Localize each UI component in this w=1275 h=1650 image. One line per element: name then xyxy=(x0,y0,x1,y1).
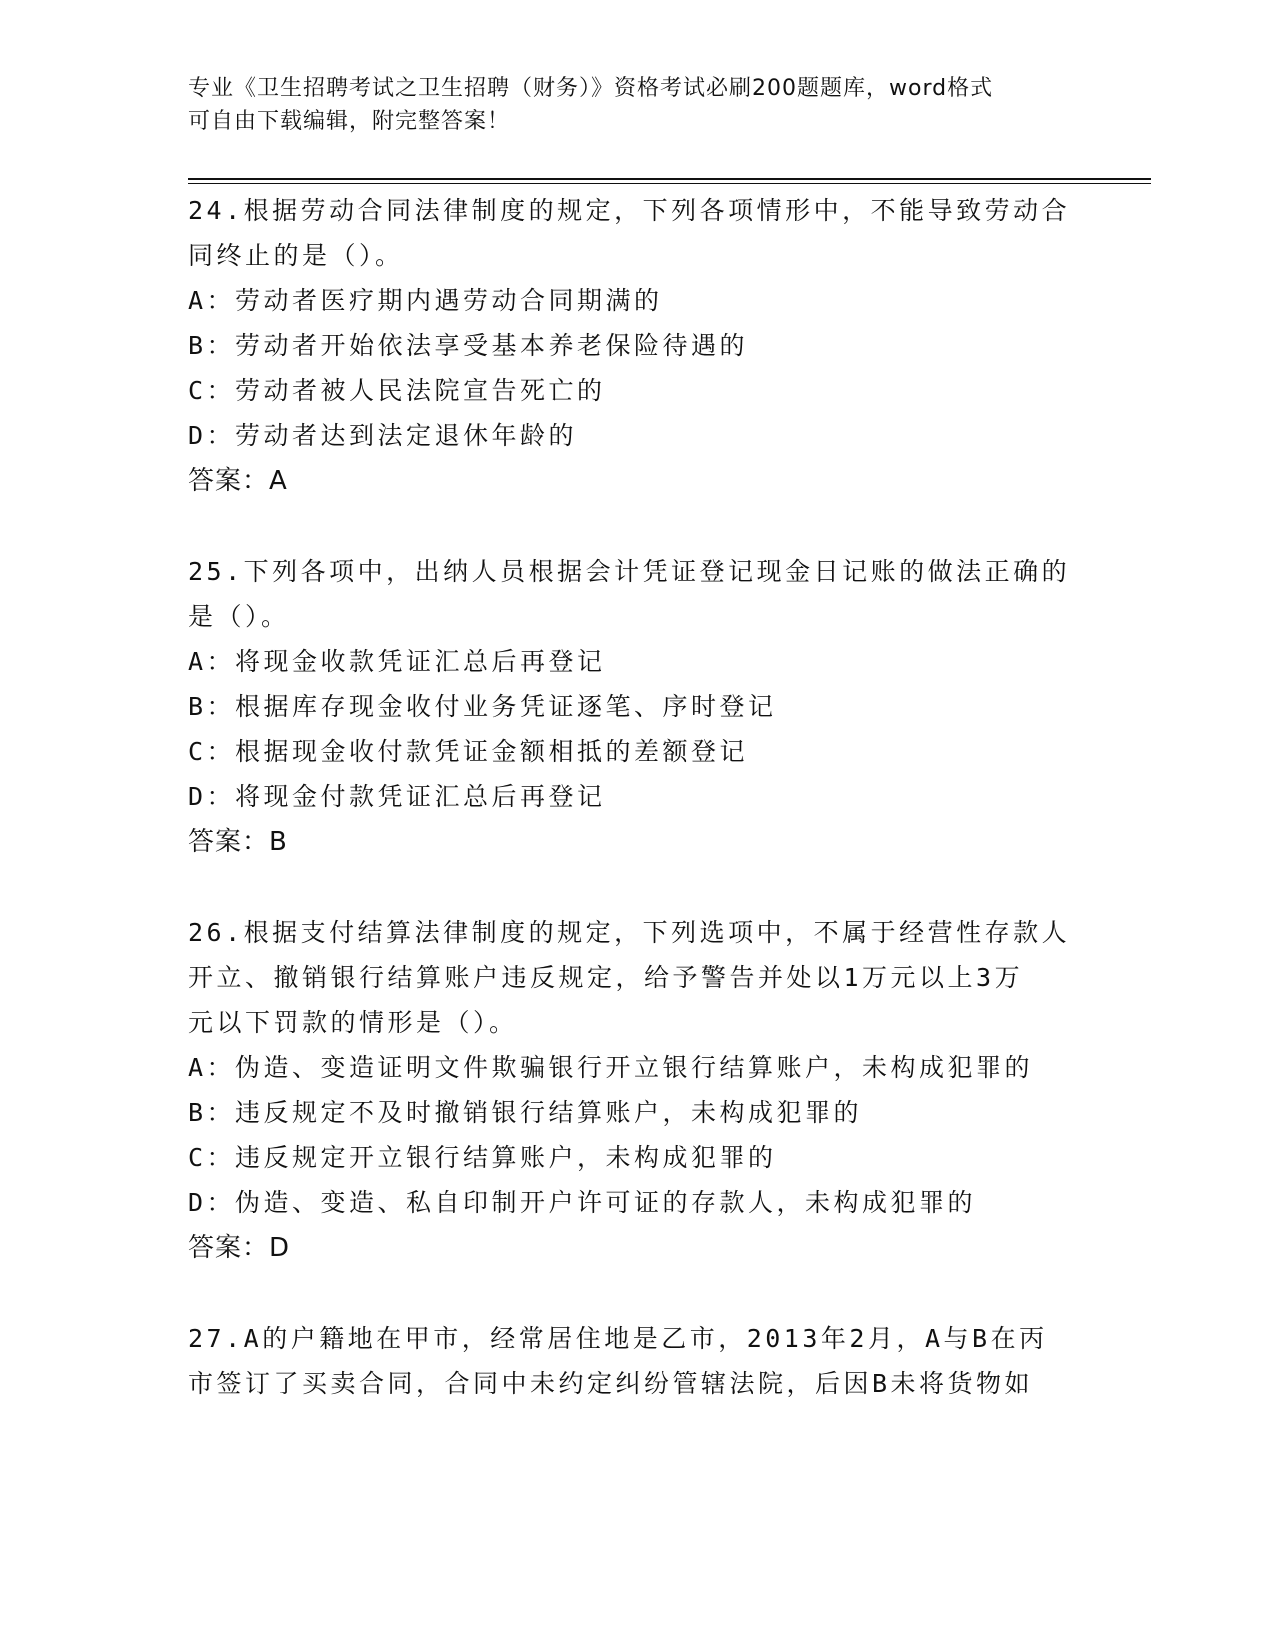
option-a: A：伪造、变造证明文件欺骗银行开立银行结算账户，未构成犯罪的 xyxy=(188,1053,1034,1082)
option-b: B：违反规定不及时撤销银行结算账户，未构成犯罪的 xyxy=(188,1098,863,1127)
question-stem-line: 26.根据支付结算法律制度的规定，下列选项中，不属于经营性存款人 xyxy=(188,918,1071,947)
question-stem-line: 开立、撤销银行结算账户违反规定，给予警告并处以1万元以上3万 xyxy=(188,963,1024,992)
question-stem-line: 27.A的户籍地在甲市，经常居住地是乙市，2013年2月，A与B在丙 xyxy=(188,1324,1048,1353)
option-b: B：根据库存现金收付业务凭证逐笔、序时登记 xyxy=(188,692,777,721)
option-d: D：伪造、变造、私自印制开户许可证的存款人，未构成犯罪的 xyxy=(188,1188,977,1217)
question-stem-line: 25.下列各项中，出纳人员根据会计凭证登记现金日记账的做法正确的 xyxy=(188,557,1071,586)
question-25 xyxy=(188,549,1088,865)
question-26 xyxy=(188,910,1088,1271)
question-stem-line: 是（）。 xyxy=(188,602,290,631)
answer: 答案：B xyxy=(188,827,288,857)
option-d: D：将现金付款凭证汇总后再登记 xyxy=(188,782,606,811)
document-header xyxy=(188,72,1088,138)
option-a: A：将现金收款凭证汇总后再登记 xyxy=(188,647,606,676)
question-stem-line: 元以下罚款的情形是（）。 xyxy=(188,1008,518,1037)
question-24 xyxy=(188,188,1088,504)
question-stem-line: 同终止的是（）。 xyxy=(188,241,404,270)
question-list xyxy=(188,188,1088,1451)
answer: 答案：D xyxy=(188,1233,291,1263)
question-stem-line: 市签订了买卖合同，合同中未约定纠纷管辖法院，后因B未将货物如 xyxy=(188,1369,1034,1398)
question-stem-line: 24.根据劳动合同法律制度的规定，下列各项情形中，不能导致劳动合 xyxy=(188,196,1071,225)
option-c: C：根据现金收付款凭证金额相抵的差额登记 xyxy=(188,737,749,766)
question-27 xyxy=(188,1316,1088,1406)
answer: 答案：A xyxy=(188,466,288,496)
option-a: A：劳动者医疗期内遇劳动合同期满的 xyxy=(188,286,663,315)
header-divider-thin xyxy=(188,183,1151,184)
header-divider-thick xyxy=(188,178,1151,180)
option-c: C：劳动者被人民法院宣告死亡的 xyxy=(188,376,606,405)
header-line-1: 专业《卫生招聘考试之卫生招聘（财务）》资格考试必刷200题题库，word格式 xyxy=(188,76,994,101)
header-line-2: 可自由下载编辑，附完整答案！ xyxy=(188,109,511,134)
option-c: C：违反规定开立银行结算账户，未构成犯罪的 xyxy=(188,1143,777,1172)
option-b: B：劳动者开始依法享受基本养老保险待遇的 xyxy=(188,331,749,360)
option-d: D：劳动者达到法定退休年龄的 xyxy=(188,421,578,450)
